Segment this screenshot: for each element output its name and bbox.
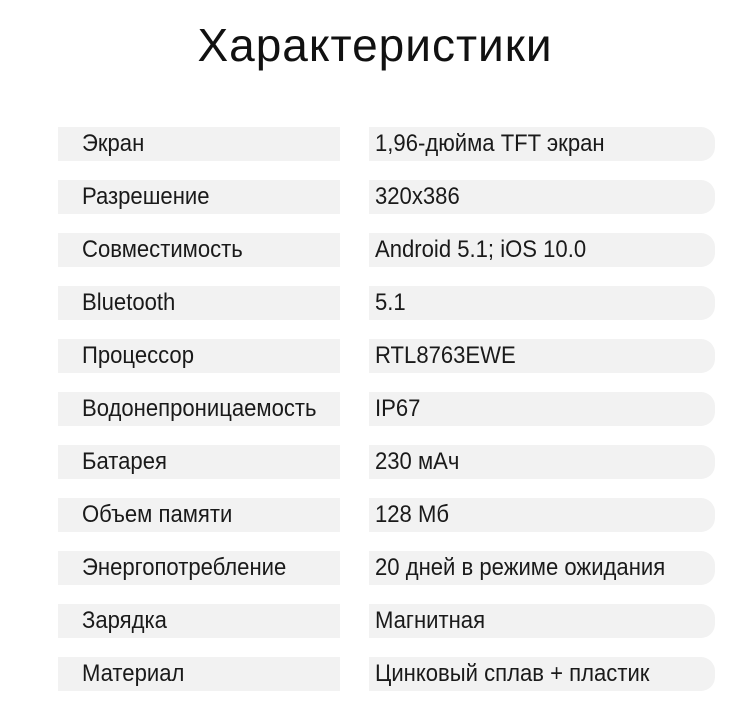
page-title: Характеристики (197, 19, 553, 71)
spec-value: 1,96-дюйма TFT экран (369, 127, 715, 161)
spec-row-processor (58, 336, 718, 389)
spec-row-material (58, 654, 718, 707)
spec-value: 230 мАч (369, 445, 715, 479)
spec-value: 20 дней в режиме ожидания (369, 551, 715, 585)
spec-value: Цинковый сплав + пластик (369, 657, 715, 691)
spec-row-charging (58, 601, 718, 654)
spec-value: Android 5.1; iOS 10.0 (369, 233, 715, 267)
spec-label: Процессор (58, 339, 340, 373)
spec-value: 5.1 (369, 286, 715, 320)
spec-value: Магнитная (369, 604, 715, 638)
spec-label: Экран (58, 127, 340, 161)
spec-value: 320x386 (369, 180, 715, 214)
spec-label: Батарея (58, 445, 340, 479)
spec-row-compatibility (58, 230, 718, 283)
spec-value: IP67 (369, 392, 715, 426)
spec-row-waterproof (58, 389, 718, 442)
spec-row-bluetooth (58, 283, 718, 336)
spec-label: Зарядка (58, 604, 340, 638)
spec-value: RTL8763EWE (369, 339, 715, 373)
spec-row-memory (58, 495, 718, 548)
spec-label: Водонепроницаемость (58, 392, 340, 426)
spec-row-screen (58, 124, 718, 177)
spec-label: Объем памяти (58, 498, 340, 532)
spec-row-resolution (58, 177, 718, 230)
spec-row-battery (58, 442, 718, 495)
spec-row-power (58, 548, 718, 601)
spec-label: Разрешение (58, 180, 340, 214)
spec-label: Материал (58, 657, 340, 691)
spec-table (58, 124, 718, 707)
spec-value: 128 Мб (369, 498, 715, 532)
spec-label: Совместимость (58, 233, 340, 267)
spec-label: Энергопотребление (58, 551, 340, 585)
spec-label: Bluetooth (58, 286, 340, 320)
